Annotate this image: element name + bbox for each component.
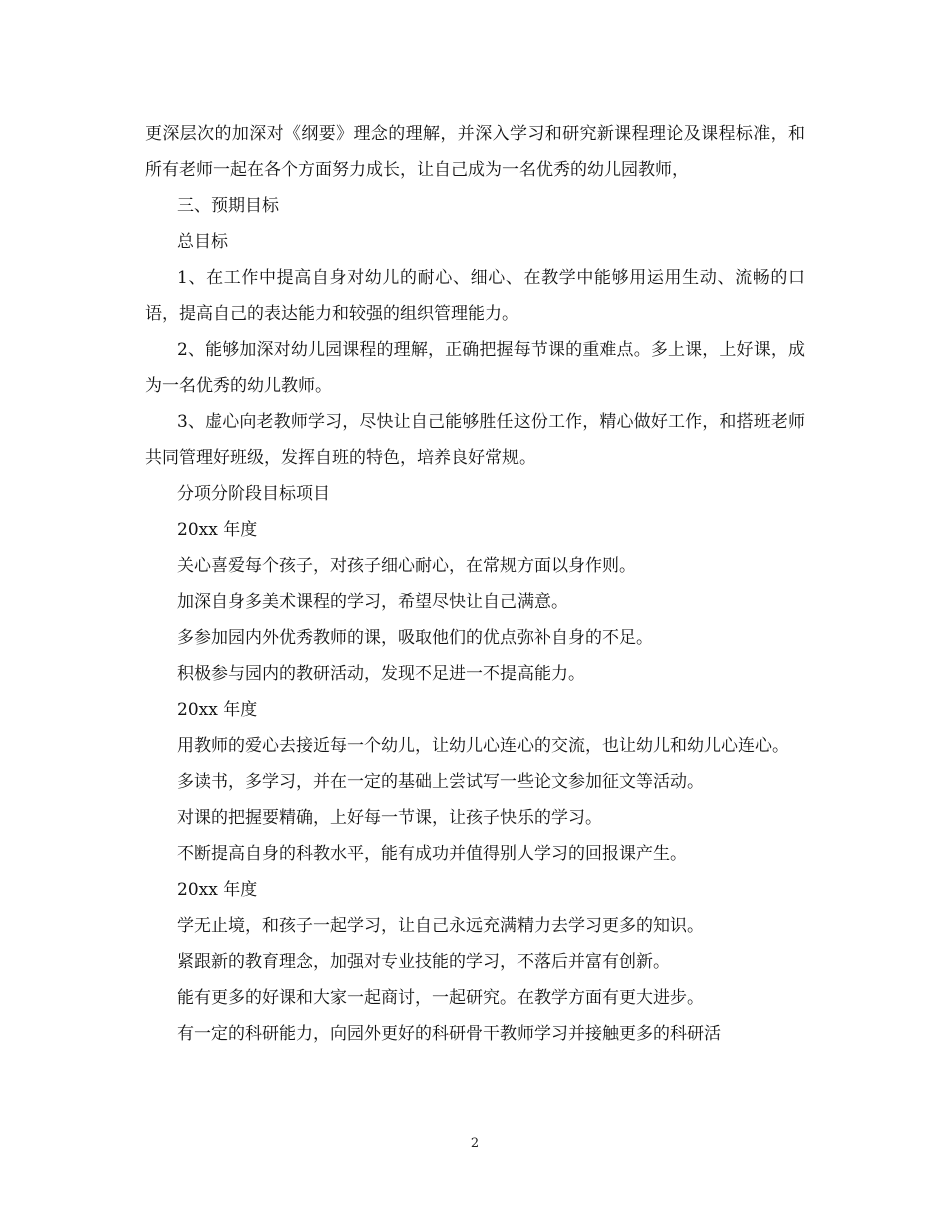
paragraph: 多读书，多学习，并在一定的基础上尝试写一些论文参加征文等活动。: [177, 772, 704, 792]
paragraph: 紧跟新的教育理念，加强对专业技能的学习，不落后并富有创新。: [177, 952, 670, 972]
paragraph: 不断提高自身的科教水平，能有成功并值得别人学习的回报课产生。: [177, 844, 687, 864]
page-number: 2: [470, 1136, 480, 1151]
paragraph: 多参加园内外优秀教师的课，吸取他们的优点弥补自身的不足。: [177, 628, 653, 648]
paragraph: 用教师的爱心去接近每一个幼儿，让幼儿心连心的交流，也让幼儿和幼儿心连心。: [177, 736, 789, 756]
paragraph: 2、能够加深对幼儿园课程的理解，正确把握每节课的重难点。多上课，上好课，成为一名优秀的幼儿教师。: [145, 340, 805, 396]
paragraph: 3、虚心向老教师学习，尽快让自己能够胜任这份工作，精心做好工作，和搭班老师共同管理好班级，发挥自班的特色，培养良好常规。: [145, 412, 805, 468]
paragraph: 对课的把握要精确，上好每一节课，让孩子快乐的学习。: [177, 808, 602, 828]
subheading: 分项分阶段目标项目: [177, 484, 330, 504]
paragraph: 学无止境，和孩子一起学习，让自己永远充满精力去学习更多的知识。: [177, 916, 704, 936]
year-heading: 20xx 年度: [177, 880, 258, 900]
paragraph: 更深层次的加深对《纲要》理念的理解，并深入学习和研究新课程理论及课程标准，和所有老师一起在各个方面努力成长，让自己成为一名优秀的幼儿园教师，: [145, 124, 805, 180]
paragraph: 积极参与园内的教研活动，发现不足进一不提高能力。: [177, 664, 585, 684]
year-heading: 20xx 年度: [177, 700, 258, 720]
section-heading: 三、预期目标: [177, 196, 279, 216]
paragraph: 有一定的科研能力，向园外更好的科研骨干教师学习并接触更多的科研活: [177, 1024, 721, 1044]
paragraph: 加深自身多美术课程的学习，希望尽快让自己满意。: [177, 592, 568, 612]
subheading: 总目标: [177, 232, 228, 252]
document-body: [145, 116, 805, 1052]
year-heading: 20xx 年度: [177, 520, 258, 540]
paragraph: 关心喜爱每个孩子，对孩子细心耐心，在常规方面以身作则。: [177, 556, 636, 576]
paragraph: 能有更多的好课和大家一起商讨，一起研究。在教学方面有更大进步。: [177, 988, 704, 1008]
paragraph: 1、在工作中提高自身对幼儿的耐心、细心、在教学中能够用运用生动、流畅的口语，提高自己的表达能力和较强的组织管理能力。: [145, 268, 805, 324]
